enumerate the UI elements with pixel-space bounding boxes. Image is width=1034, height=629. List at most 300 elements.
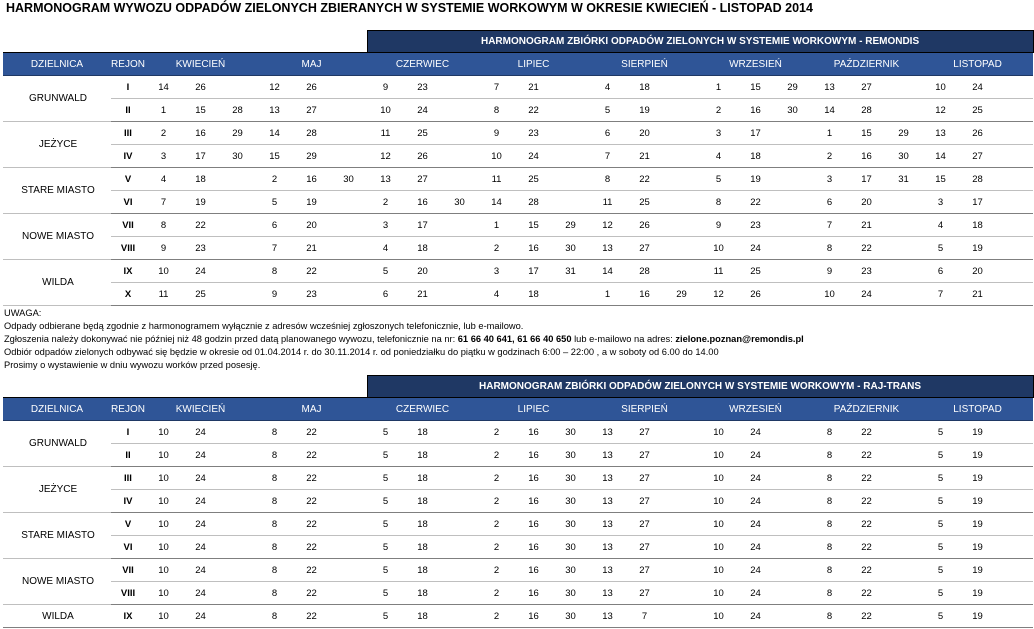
date-cell xyxy=(996,99,1033,122)
date-cell xyxy=(885,490,922,513)
date-cell: 5 xyxy=(922,513,959,536)
date-cell: 10 xyxy=(700,237,737,260)
date-cell xyxy=(663,490,700,513)
date-cell: 1 xyxy=(478,214,515,237)
date-cell xyxy=(774,237,811,260)
date-cell: 8 xyxy=(811,421,848,444)
date-cell: 8 xyxy=(256,536,293,559)
date-cell: 20 xyxy=(293,214,330,237)
column-header: LISTOPAD xyxy=(922,398,1033,421)
date-cell: 3 xyxy=(145,145,182,168)
date-cell xyxy=(663,260,700,283)
date-cell xyxy=(996,122,1033,145)
date-cell: 30 xyxy=(885,145,922,168)
date-cell: 7 xyxy=(626,605,663,628)
date-cell: 18 xyxy=(404,237,441,260)
table-row xyxy=(3,122,1033,145)
date-cell: 28 xyxy=(515,191,552,214)
date-cell: 21 xyxy=(293,237,330,260)
date-cell xyxy=(996,513,1033,536)
date-cell xyxy=(330,605,367,628)
date-cell xyxy=(663,214,700,237)
date-cell: 22 xyxy=(182,214,219,237)
date-cell xyxy=(996,145,1033,168)
date-cell xyxy=(219,582,256,605)
column-header: SIERPIEŃ xyxy=(589,398,700,421)
date-cell: 19 xyxy=(959,444,996,467)
date-cell: 21 xyxy=(848,214,885,237)
region-code: I xyxy=(111,76,145,99)
date-cell: 19 xyxy=(959,467,996,490)
date-cell: 19 xyxy=(959,421,996,444)
date-cell: 14 xyxy=(922,145,959,168)
date-cell xyxy=(441,490,478,513)
date-cell: 3 xyxy=(811,168,848,191)
column-header: PAŹDZIERNIK xyxy=(811,53,922,76)
table-title: HARMONOGRAM ZBIÓRKI ODPADÓW ZIELONYCH W SYSTEMIE WORKOWYM - REMONDIS xyxy=(367,31,1033,53)
date-cell: 30 xyxy=(552,513,589,536)
date-cell: 11 xyxy=(589,191,626,214)
date-cell xyxy=(330,145,367,168)
date-cell: 5 xyxy=(367,490,404,513)
date-cell xyxy=(552,99,589,122)
date-cell xyxy=(885,191,922,214)
date-cell xyxy=(996,421,1033,444)
date-cell xyxy=(663,605,700,628)
date-cell: 26 xyxy=(626,214,663,237)
table-row xyxy=(3,513,1033,536)
date-cell: 13 xyxy=(589,237,626,260)
date-cell: 30 xyxy=(552,582,589,605)
column-header: DZIELNICA xyxy=(3,398,111,421)
date-cell xyxy=(774,122,811,145)
date-cell: 6 xyxy=(256,214,293,237)
date-cell xyxy=(441,168,478,191)
date-cell: 16 xyxy=(404,191,441,214)
date-cell: 2 xyxy=(478,536,515,559)
date-cell: 8 xyxy=(256,559,293,582)
date-cell: 27 xyxy=(626,490,663,513)
date-cell: 18 xyxy=(404,605,441,628)
date-cell: 20 xyxy=(959,260,996,283)
date-cell: 10 xyxy=(145,490,182,513)
date-cell: 8 xyxy=(256,444,293,467)
date-cell: 30 xyxy=(552,490,589,513)
table-row xyxy=(3,582,1033,605)
table-row xyxy=(3,444,1033,467)
date-cell: 23 xyxy=(737,214,774,237)
date-cell: 2 xyxy=(478,421,515,444)
column-header: CZERWIEC xyxy=(367,53,478,76)
date-cell: 12 xyxy=(700,283,737,306)
date-cell xyxy=(441,421,478,444)
column-header: KWIECIEŃ xyxy=(145,53,256,76)
date-cell xyxy=(774,513,811,536)
date-cell: 3 xyxy=(700,122,737,145)
remondis-schedule-table xyxy=(3,30,1034,306)
date-cell: 10 xyxy=(700,421,737,444)
date-cell: 8 xyxy=(256,467,293,490)
date-cell: 22 xyxy=(293,582,330,605)
date-cell: 17 xyxy=(848,168,885,191)
date-cell: 23 xyxy=(848,260,885,283)
date-cell: 13 xyxy=(589,582,626,605)
date-cell: 10 xyxy=(700,444,737,467)
date-cell xyxy=(774,467,811,490)
date-cell: 30 xyxy=(552,237,589,260)
date-cell: 22 xyxy=(293,559,330,582)
date-cell: 16 xyxy=(515,605,552,628)
date-cell: 22 xyxy=(848,421,885,444)
table-row xyxy=(3,536,1033,559)
date-cell xyxy=(330,191,367,214)
date-cell: 30 xyxy=(552,536,589,559)
date-cell: 16 xyxy=(293,168,330,191)
date-cell: 22 xyxy=(848,237,885,260)
date-cell: 2 xyxy=(478,490,515,513)
date-cell: 29 xyxy=(663,283,700,306)
region-code: II xyxy=(111,444,145,467)
date-cell: 15 xyxy=(922,168,959,191)
date-cell: 21 xyxy=(959,283,996,306)
date-cell: 24 xyxy=(737,582,774,605)
date-cell: 29 xyxy=(774,76,811,99)
column-header: MAJ xyxy=(256,398,367,421)
date-cell: 18 xyxy=(404,444,441,467)
date-cell: 17 xyxy=(959,191,996,214)
date-cell: 22 xyxy=(293,260,330,283)
date-cell: 8 xyxy=(478,99,515,122)
date-cell: 17 xyxy=(737,122,774,145)
date-cell xyxy=(996,559,1033,582)
date-cell: 16 xyxy=(515,237,552,260)
date-cell: 13 xyxy=(589,513,626,536)
date-cell: 26 xyxy=(737,283,774,306)
date-cell: 5 xyxy=(922,536,959,559)
date-cell xyxy=(441,122,478,145)
date-cell xyxy=(774,260,811,283)
date-cell: 22 xyxy=(293,444,330,467)
date-cell xyxy=(441,260,478,283)
notes-text: lub e-mailowo na adres: xyxy=(571,334,676,344)
date-cell: 24 xyxy=(182,260,219,283)
date-cell xyxy=(441,513,478,536)
notes-line: Prosimy o wystawienie w dniu wywozu worków przed posesję. xyxy=(4,360,261,370)
date-cell: 10 xyxy=(700,536,737,559)
table-row xyxy=(3,283,1033,306)
column-header: LIPIEC xyxy=(478,53,589,76)
date-cell: 24 xyxy=(737,536,774,559)
date-cell: 30 xyxy=(552,559,589,582)
date-cell xyxy=(330,536,367,559)
date-cell: 8 xyxy=(811,513,848,536)
table-row xyxy=(3,168,1033,191)
date-cell: 17 xyxy=(515,260,552,283)
date-cell xyxy=(996,490,1033,513)
date-cell: 2 xyxy=(478,513,515,536)
date-cell: 30 xyxy=(330,168,367,191)
date-cell: 8 xyxy=(811,237,848,260)
date-cell xyxy=(996,237,1033,260)
date-cell: 13 xyxy=(367,168,404,191)
district-name: JEŻYCE xyxy=(3,122,111,168)
date-cell: 15 xyxy=(848,122,885,145)
district-name: NOWE MIASTO xyxy=(3,559,111,605)
date-cell: 8 xyxy=(811,582,848,605)
date-cell xyxy=(885,99,922,122)
date-cell xyxy=(996,168,1033,191)
date-cell xyxy=(996,260,1033,283)
date-cell xyxy=(330,444,367,467)
date-cell: 24 xyxy=(182,490,219,513)
date-cell: 16 xyxy=(515,513,552,536)
date-cell: 5 xyxy=(367,582,404,605)
date-cell xyxy=(330,260,367,283)
date-cell: 13 xyxy=(589,536,626,559)
notes-text: Zgłoszenia należy dokonywać nie później niż 48 godzin przed datą planowanego wywozu, telefonicznie na nr: xyxy=(4,334,458,344)
date-cell: 16 xyxy=(515,582,552,605)
date-cell: 11 xyxy=(700,260,737,283)
date-cell xyxy=(663,444,700,467)
table-row xyxy=(3,99,1033,122)
date-cell xyxy=(219,605,256,628)
date-cell xyxy=(219,536,256,559)
date-cell: 2 xyxy=(811,145,848,168)
date-cell: 18 xyxy=(515,283,552,306)
date-cell: 9 xyxy=(700,214,737,237)
date-cell: 1 xyxy=(811,122,848,145)
date-cell xyxy=(330,76,367,99)
region-code: VI xyxy=(111,536,145,559)
date-cell: 21 xyxy=(404,283,441,306)
date-cell: 8 xyxy=(811,605,848,628)
district-name: WILDA xyxy=(3,605,111,628)
region-code: X xyxy=(111,283,145,306)
date-cell xyxy=(774,559,811,582)
table-title-row xyxy=(3,31,1033,53)
table-row xyxy=(3,76,1033,99)
date-cell: 13 xyxy=(589,605,626,628)
date-cell: 29 xyxy=(552,214,589,237)
date-cell: 24 xyxy=(848,283,885,306)
date-cell: 30 xyxy=(441,191,478,214)
date-cell xyxy=(219,467,256,490)
date-cell: 28 xyxy=(959,168,996,191)
date-cell: 23 xyxy=(182,237,219,260)
date-cell xyxy=(885,444,922,467)
date-cell xyxy=(441,605,478,628)
date-cell: 2 xyxy=(145,122,182,145)
date-cell: 19 xyxy=(959,582,996,605)
column-header: CZERWIEC xyxy=(367,398,478,421)
date-cell: 8 xyxy=(256,421,293,444)
date-cell: 27 xyxy=(626,444,663,467)
region-code: III xyxy=(111,467,145,490)
date-cell: 6 xyxy=(922,260,959,283)
date-cell: 28 xyxy=(219,99,256,122)
column-header: REJON xyxy=(111,398,145,421)
date-cell: 9 xyxy=(256,283,293,306)
date-cell: 28 xyxy=(626,260,663,283)
region-code: VII xyxy=(111,214,145,237)
date-cell: 5 xyxy=(367,513,404,536)
date-cell xyxy=(219,513,256,536)
date-cell: 10 xyxy=(700,467,737,490)
date-cell: 24 xyxy=(182,536,219,559)
date-cell: 14 xyxy=(256,122,293,145)
date-cell xyxy=(330,122,367,145)
date-cell: 27 xyxy=(626,467,663,490)
date-cell xyxy=(441,467,478,490)
date-cell: 24 xyxy=(737,467,774,490)
column-header: REJON xyxy=(111,53,145,76)
date-cell: 13 xyxy=(256,99,293,122)
date-cell: 18 xyxy=(737,145,774,168)
notes-heading: UWAGA: xyxy=(4,308,42,318)
date-cell xyxy=(774,168,811,191)
date-cell: 27 xyxy=(626,582,663,605)
date-cell: 5 xyxy=(367,421,404,444)
date-cell: 5 xyxy=(922,467,959,490)
date-cell: 22 xyxy=(737,191,774,214)
date-cell: 20 xyxy=(404,260,441,283)
date-cell: 22 xyxy=(293,467,330,490)
date-cell: 5 xyxy=(922,559,959,582)
date-cell xyxy=(774,605,811,628)
date-cell: 10 xyxy=(700,490,737,513)
date-cell: 1 xyxy=(589,283,626,306)
date-cell: 22 xyxy=(848,513,885,536)
date-cell: 26 xyxy=(293,76,330,99)
date-cell: 19 xyxy=(959,559,996,582)
date-cell: 25 xyxy=(515,168,552,191)
date-cell xyxy=(663,559,700,582)
notes-block xyxy=(4,307,954,372)
date-cell: 8 xyxy=(811,559,848,582)
date-cell xyxy=(996,605,1033,628)
date-cell: 9 xyxy=(478,122,515,145)
date-cell: 13 xyxy=(589,444,626,467)
date-cell: 27 xyxy=(293,99,330,122)
date-cell xyxy=(774,536,811,559)
date-cell xyxy=(774,283,811,306)
date-cell xyxy=(663,99,700,122)
date-cell: 5 xyxy=(367,536,404,559)
date-cell: 12 xyxy=(367,145,404,168)
date-cell xyxy=(552,168,589,191)
date-cell: 15 xyxy=(256,145,293,168)
date-cell xyxy=(663,191,700,214)
date-cell: 10 xyxy=(700,605,737,628)
date-cell: 5 xyxy=(922,582,959,605)
date-cell xyxy=(774,145,811,168)
date-cell: 6 xyxy=(811,191,848,214)
date-cell xyxy=(774,214,811,237)
date-cell: 19 xyxy=(293,191,330,214)
table-title-row xyxy=(3,376,1033,398)
district-name: NOWE MIASTO xyxy=(3,214,111,260)
date-cell xyxy=(330,214,367,237)
date-cell: 16 xyxy=(182,122,219,145)
date-cell xyxy=(552,122,589,145)
column-header: WRZESIEŃ xyxy=(700,53,811,76)
date-cell: 7 xyxy=(256,237,293,260)
date-cell: 13 xyxy=(589,559,626,582)
date-cell: 19 xyxy=(959,605,996,628)
date-cell xyxy=(441,444,478,467)
date-cell: 29 xyxy=(219,122,256,145)
date-cell: 13 xyxy=(589,490,626,513)
date-cell: 16 xyxy=(737,99,774,122)
date-cell xyxy=(663,76,700,99)
date-cell xyxy=(330,99,367,122)
title-spacer xyxy=(3,31,367,53)
date-cell xyxy=(441,536,478,559)
district-name: STARE MIASTO xyxy=(3,513,111,559)
date-cell: 1 xyxy=(700,76,737,99)
date-cell: 22 xyxy=(848,490,885,513)
date-cell: 1 xyxy=(145,99,182,122)
date-cell xyxy=(441,214,478,237)
date-cell xyxy=(330,513,367,536)
region-code: IX xyxy=(111,605,145,628)
date-cell: 5 xyxy=(922,237,959,260)
date-cell xyxy=(219,421,256,444)
date-cell: 22 xyxy=(293,536,330,559)
date-cell: 24 xyxy=(737,237,774,260)
date-cell xyxy=(663,122,700,145)
date-cell: 22 xyxy=(848,536,885,559)
date-cell: 10 xyxy=(367,99,404,122)
table-row xyxy=(3,605,1033,628)
date-cell: 27 xyxy=(626,237,663,260)
date-cell: 12 xyxy=(589,214,626,237)
date-cell: 8 xyxy=(811,444,848,467)
date-cell: 2 xyxy=(256,168,293,191)
date-cell: 28 xyxy=(848,99,885,122)
date-cell: 24 xyxy=(182,444,219,467)
column-header: DZIELNICA xyxy=(3,53,111,76)
date-cell: 6 xyxy=(589,122,626,145)
column-header: SIERPIEŃ xyxy=(589,53,700,76)
date-cell: 17 xyxy=(404,214,441,237)
date-cell xyxy=(219,76,256,99)
date-cell: 8 xyxy=(811,467,848,490)
date-cell: 8 xyxy=(811,536,848,559)
date-cell xyxy=(552,145,589,168)
rajtrans-schedule-table xyxy=(3,375,1034,628)
date-cell: 7 xyxy=(145,191,182,214)
table-row xyxy=(3,421,1033,444)
date-cell xyxy=(441,582,478,605)
date-cell xyxy=(441,76,478,99)
date-cell xyxy=(663,513,700,536)
date-cell xyxy=(885,421,922,444)
column-header: WRZESIEŃ xyxy=(700,398,811,421)
date-cell: 22 xyxy=(293,421,330,444)
date-cell: 2 xyxy=(478,582,515,605)
date-cell xyxy=(219,559,256,582)
date-cell: 16 xyxy=(515,467,552,490)
notes-line xyxy=(4,333,954,346)
date-cell: 15 xyxy=(515,214,552,237)
date-cell: 12 xyxy=(922,99,959,122)
date-cell xyxy=(330,421,367,444)
date-cell xyxy=(219,168,256,191)
table-row xyxy=(3,191,1033,214)
date-cell: 21 xyxy=(515,76,552,99)
date-cell: 16 xyxy=(626,283,663,306)
